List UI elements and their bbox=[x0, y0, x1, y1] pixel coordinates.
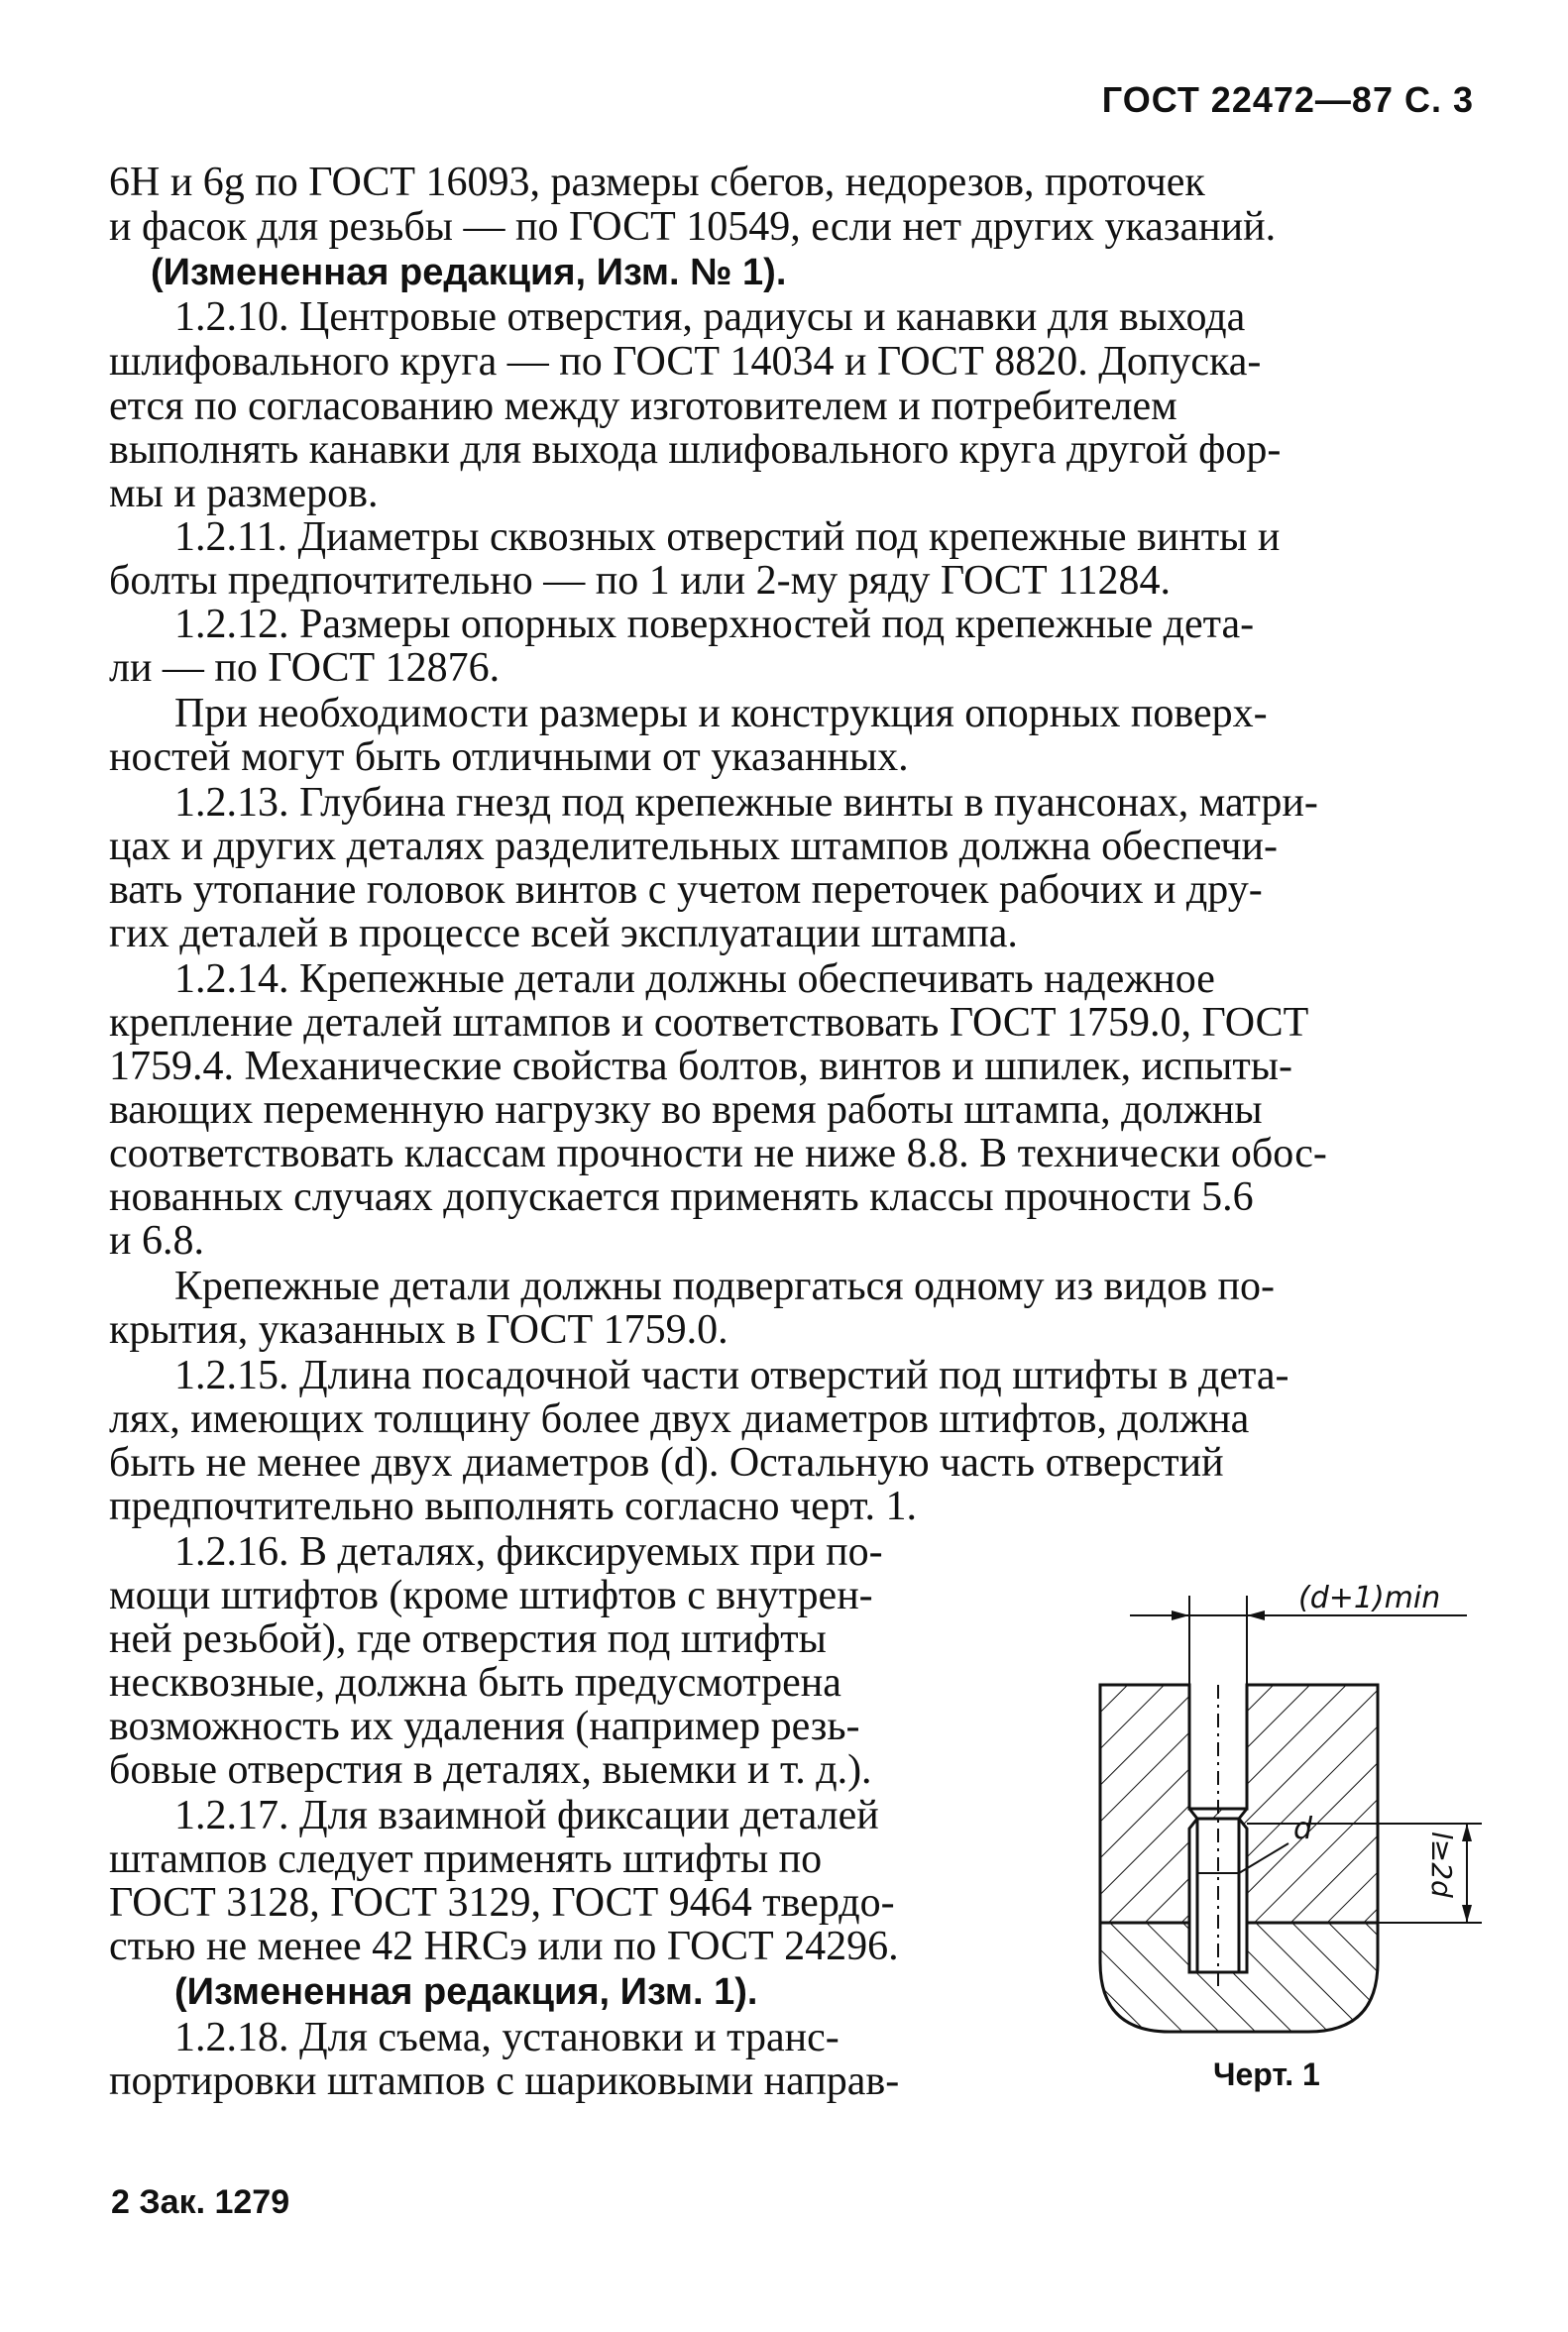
text-line: Крепежные детали должны подвергаться одному из видов по- bbox=[174, 1264, 1276, 1309]
page-header: ГОСТ 22472—87 С. 3 bbox=[1101, 79, 1474, 120]
text-line: 1.2.13. Глубина гнезд под крепежные винты в пуансонах, матри- bbox=[174, 780, 1318, 826]
text-line: 1.2.18. Для съема, установки и транс- bbox=[174, 2015, 840, 2060]
text-line: быть не менее двух диаметров (d). Остальную часть отверстий bbox=[109, 1440, 1224, 1486]
text-line: портировки штампов с шариковыми направ- bbox=[109, 2058, 900, 2104]
text-line: и фасок для резьбы — по ГОСТ 10549, если нет других указаний. bbox=[109, 204, 1277, 250]
text-line: При необходимости размеры и конструкция опорных поверх- bbox=[174, 691, 1268, 736]
text-line: предпочтительно выполнять согласно черт. 1. bbox=[109, 1484, 917, 1529]
text-line: ней резьбой), где отверстия под штифты bbox=[109, 1616, 827, 1662]
dim-top-label: (d+1)min bbox=[1298, 1581, 1441, 1615]
text-line: 1.2.10. Центровые отверстия, радиусы и канавки для выхода bbox=[174, 294, 1246, 340]
text-line: цах и других деталях разделительных штампов должна обеспечи- bbox=[109, 824, 1278, 869]
text-line: крепление деталей штампов и соответствовать ГОСТ 1759.0, ГОСТ bbox=[109, 1000, 1309, 1046]
text-line: 6Н и 6g по ГОСТ 16093, размеры сбегов, недорезов, проточек bbox=[109, 160, 1205, 205]
text-line: мощи штифтов (кроме штифтов с внутрен- bbox=[109, 1573, 873, 1618]
text-line: мы и размеров. bbox=[109, 471, 379, 516]
text-line: бовые отверстия в деталях, выемки и т. д.). bbox=[109, 1747, 872, 1793]
text-line: вающих переменную нагрузку во время работы штампа, должны bbox=[109, 1087, 1263, 1133]
revision-note: (Измененная редакция, Изм. 1). bbox=[174, 1971, 758, 2013]
dim-arrow bbox=[1247, 1610, 1265, 1620]
text-line: шлифовального круга — по ГОСТ 14034 и ГОСТ 8820. Допуска- bbox=[109, 339, 1262, 385]
text-line: 1.2.15. Длина посадочной части отверстий под штифты в дета- bbox=[174, 1353, 1289, 1398]
text-line: 1.2.17. Для взаимной фиксации деталей bbox=[174, 1793, 879, 1838]
text-line: 1.2.11. Диаметры сквозных отверстий под крепежные винты и bbox=[174, 514, 1281, 560]
text-line: несквозные, должна быть предусмотрена bbox=[109, 1660, 841, 1706]
dim-arrow bbox=[1462, 1824, 1472, 1841]
text-line: возможность их удаления (например резь- bbox=[109, 1704, 860, 1749]
text-line: ли — по ГОСТ 12876. bbox=[109, 645, 501, 691]
text-line: соответствовать классам прочности не ниже 8.8. В технически обос- bbox=[109, 1131, 1327, 1176]
text-line: 1.2.12. Размеры опорных поверхностей под крепежные дета- bbox=[174, 602, 1255, 647]
dim-d-label: d bbox=[1293, 1812, 1313, 1846]
text-line: ГОСТ 3128, ГОСТ 3129, ГОСТ 9464 твердо- bbox=[109, 1880, 895, 1926]
text-line: вать утопание головок винтов с учетом переточек рабочих и дру- bbox=[109, 867, 1263, 913]
text-line: стью не менее 42 HRCэ или по ГОСТ 24296. bbox=[109, 1924, 899, 1969]
text-line: 1759.4. Механические свойства болтов, винтов и шпилек, испыты- bbox=[109, 1044, 1292, 1089]
text-line: 1.2.14. Крепежные детали должны обеспечивать надежное bbox=[174, 956, 1215, 1002]
text-line: нованных случаях допускается применять классы прочности 5.6 bbox=[109, 1174, 1254, 1220]
revision-note: (Измененная редакция, Изм. № 1). bbox=[151, 252, 787, 293]
text-line: гих деталей в процессе всей эксплуатации штампа. bbox=[109, 911, 1018, 956]
dim-arrow bbox=[1462, 1905, 1472, 1923]
text-line: ностей могут быть отличными от указанных. bbox=[109, 734, 909, 780]
dim-depth-label: l≥2d bbox=[1425, 1832, 1458, 1898]
text-line: ется по согласованию между изготовителем и потребителем bbox=[109, 384, 1177, 429]
pin-hole-drawing bbox=[1090, 1576, 1507, 2042]
text-line: крытия, указанных в ГОСТ 1759.0. bbox=[109, 1307, 728, 1353]
page-footer: 2 Зак. 1279 bbox=[111, 2183, 290, 2221]
text-line: и 6.8. bbox=[109, 1218, 204, 1264]
text-line: 1.2.16. В деталях, фиксируемых при по- bbox=[174, 1529, 883, 1575]
text-line: болты предпочтительно — по 1 или 2-му ряду ГОСТ 11284. bbox=[109, 558, 1172, 604]
dim-arrow bbox=[1172, 1610, 1189, 1620]
figure-caption: Черт. 1 bbox=[1213, 2056, 1320, 2092]
text-line: лях, имеющих толщину более двух диаметров штифтов, должна bbox=[109, 1396, 1250, 1442]
text-line: штампов следует применять штифты по bbox=[109, 1836, 823, 1882]
text-line: выполнять канавки для выхода шлифовального круга другой фор- bbox=[109, 427, 1282, 473]
